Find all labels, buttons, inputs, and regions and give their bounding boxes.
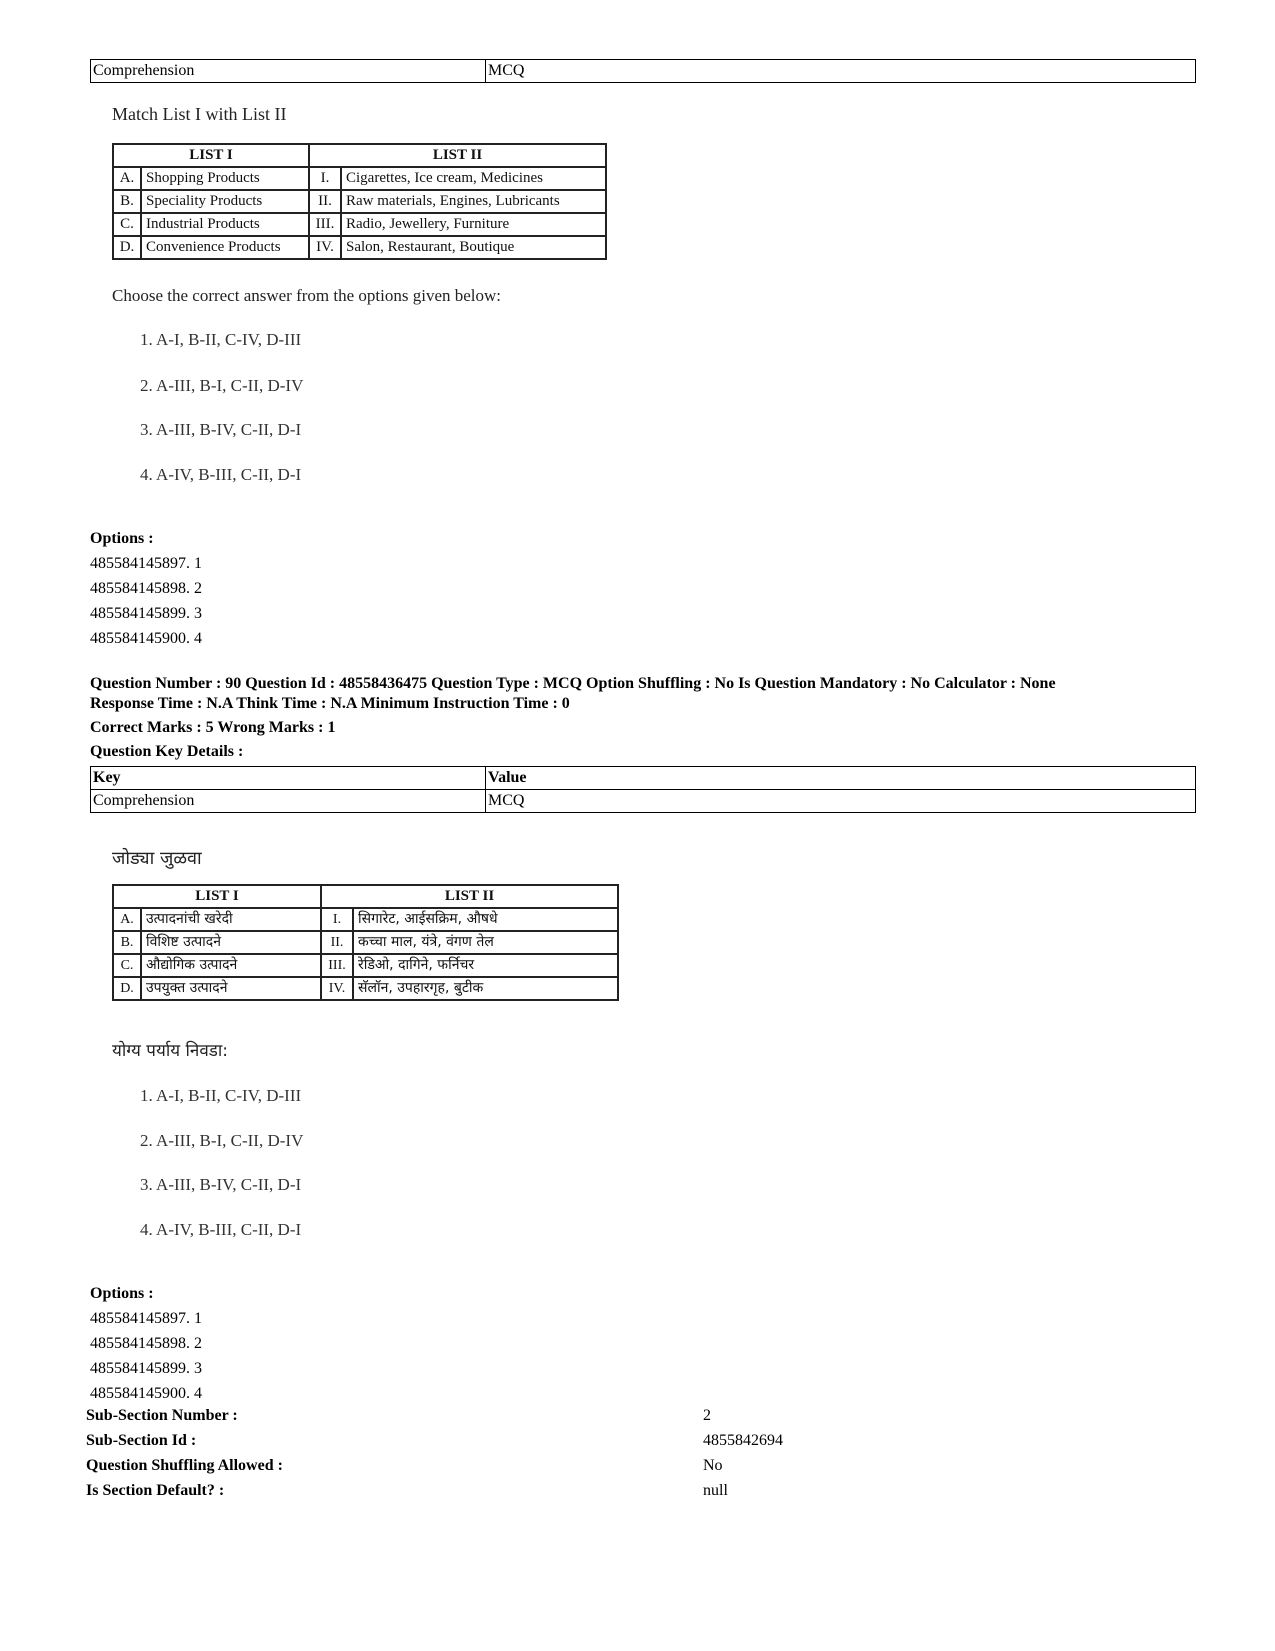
list2-item: Salon, Restaurant, Boutique <box>341 236 606 259</box>
answer-choice: 3. A-III, B-IV, C-II, D-I <box>140 420 302 439</box>
list1-item: विशिष्ट उत्पादने <box>141 931 321 954</box>
row-code: A. <box>113 908 141 931</box>
match-list-table <box>112 143 607 260</box>
question-instruction: योग्य पर्याय निवडा: <box>112 1041 229 1061</box>
row-roman: III. <box>309 213 341 236</box>
table-header-row <box>113 885 618 908</box>
list2-item: सिगारेट, आईसक्रिम, औषधे <box>353 908 618 931</box>
list2-item: Raw materials, Engines, Lubricants <box>341 190 606 213</box>
list1-item: उत्पादनांची खरेदी <box>141 908 321 931</box>
subsection-label: Sub-Section Number : <box>86 1407 238 1424</box>
question-instruction: Choose the correct answer from the options given below: <box>112 286 502 305</box>
table-row <box>113 931 618 954</box>
row-code: C. <box>113 954 141 977</box>
table-row <box>113 954 618 977</box>
table-row <box>113 190 606 213</box>
row-code: D. <box>113 236 141 259</box>
list1-header: LIST I <box>113 885 321 908</box>
answer-choice: 4. A-IV, B-III, C-II, D-I <box>140 1220 302 1239</box>
list1-item: Industrial Products <box>141 213 309 236</box>
subsection-details <box>86 1406 1186 1506</box>
key-details-label: Question Key Details : <box>90 743 244 760</box>
list2-item: Radio, Jewellery, Furniture <box>341 213 606 236</box>
subsection-label: Question Shuffling Allowed : <box>86 1457 283 1474</box>
table-row <box>113 908 618 931</box>
row-roman: I. <box>321 908 353 931</box>
options-label: Options : <box>90 1285 154 1302</box>
list2-item: कच्चा माल, यंत्रे, वंगण तेल <box>353 931 618 954</box>
option-item: 485584145899. 3 <box>90 1360 202 1377</box>
row-roman: IV. <box>309 236 341 259</box>
subsection-row <box>86 1431 1186 1456</box>
list1-item: Convenience Products <box>141 236 309 259</box>
row-roman: IV. <box>321 977 353 1000</box>
option-item: 485584145898. 2 <box>90 580 202 597</box>
q89-question-image <box>112 104 607 484</box>
option-item: 485584145899. 3 <box>90 605 202 622</box>
value-cell: MCQ <box>486 60 1196 83</box>
value-header: Value <box>486 767 1196 790</box>
option-item: 485584145898. 2 <box>90 1335 202 1352</box>
list1-item: उपयुक्त उत्पादने <box>141 977 321 1000</box>
table-row <box>91 790 1196 813</box>
table-row <box>113 977 618 1000</box>
table-header-row <box>91 767 1196 790</box>
subsection-row <box>86 1406 1186 1431</box>
row-code: B. <box>113 931 141 954</box>
subsection-label: Sub-Section Id : <box>86 1432 197 1449</box>
subsection-label: Is Section Default? : <box>86 1482 225 1499</box>
match-list-table <box>112 884 619 1001</box>
q90-options <box>90 1281 202 1406</box>
row-code: B. <box>113 190 141 213</box>
q89-key-table <box>90 59 1196 83</box>
option-item: 485584145897. 1 <box>90 1310 202 1327</box>
key-cell: Comprehension <box>91 60 486 83</box>
question-header <box>90 674 1056 714</box>
value-cell: MCQ <box>486 790 1196 813</box>
question-marks: Correct Marks : 5 Wrong Marks : 1 <box>90 719 336 736</box>
question-header-line: Question Number : 90 Question Id : 48558436475 Question Type : MCQ Option Shuffling : No Is Question Mandatory : No Calculator : None <box>90 675 1056 692</box>
q89-options <box>90 526 202 651</box>
option-item: 485584145900. 4 <box>90 1385 202 1402</box>
option-item: 485584145897. 1 <box>90 555 202 572</box>
subsection-row <box>86 1456 1186 1481</box>
row-code: A. <box>113 167 141 190</box>
table-header-row <box>113 144 606 167</box>
list2-item: रेडिओ, दागिने, फर्निचर <box>353 954 618 977</box>
q90-key-table <box>90 766 1196 813</box>
row-roman: II. <box>321 931 353 954</box>
table-row <box>113 236 606 259</box>
list1-item: Speciality Products <box>141 190 309 213</box>
list2-item: Cigarettes, Ice cream, Medicines <box>341 167 606 190</box>
list1-item: Shopping Products <box>141 167 309 190</box>
list2-header: LIST II <box>321 885 618 908</box>
answer-choice: 3. A-III, B-IV, C-II, D-I <box>140 1175 302 1194</box>
question-title: जोड्या जुळवा <box>112 848 202 869</box>
row-roman: III. <box>321 954 353 977</box>
options-label: Options : <box>90 530 154 547</box>
answer-choice: 2. A-III, B-I, C-II, D-IV <box>140 1131 304 1150</box>
list1-header: LIST I <box>113 144 309 167</box>
answer-choice: 4. A-IV, B-III, C-II, D-I <box>140 465 302 484</box>
key-cell: Comprehension <box>91 790 486 813</box>
subsection-row <box>86 1481 1186 1506</box>
q90-question-image <box>112 846 619 1239</box>
answer-choice: 1. A-I, B-II, C-IV, D-III <box>140 1086 302 1105</box>
table-row <box>91 60 1196 83</box>
answer-choice: 1. A-I, B-II, C-IV, D-III <box>140 330 302 349</box>
list2-item: सॅलॉन, उपहारगृह, बुटीक <box>353 977 618 1000</box>
question-header-line: Response Time : N.A Think Time : N.A Minimum Instruction Time : 0 <box>90 695 570 712</box>
question-title: Match List I with List II <box>112 104 287 124</box>
subsection-value: null <box>703 1482 728 1499</box>
answer-choice: 2. A-III, B-I, C-II, D-IV <box>140 376 304 395</box>
subsection-value: 4855842694 <box>703 1432 783 1449</box>
row-roman: I. <box>309 167 341 190</box>
table-row <box>113 167 606 190</box>
subsection-value: 2 <box>703 1407 711 1424</box>
table-row <box>113 213 606 236</box>
key-header: Key <box>91 767 486 790</box>
list2-header: LIST II <box>309 144 606 167</box>
row-roman: II. <box>309 190 341 213</box>
subsection-value: No <box>703 1457 723 1474</box>
row-code: D. <box>113 977 141 1000</box>
row-code: C. <box>113 213 141 236</box>
option-item: 485584145900. 4 <box>90 630 202 647</box>
list1-item: औद्योगिक उत्पादने <box>141 954 321 977</box>
